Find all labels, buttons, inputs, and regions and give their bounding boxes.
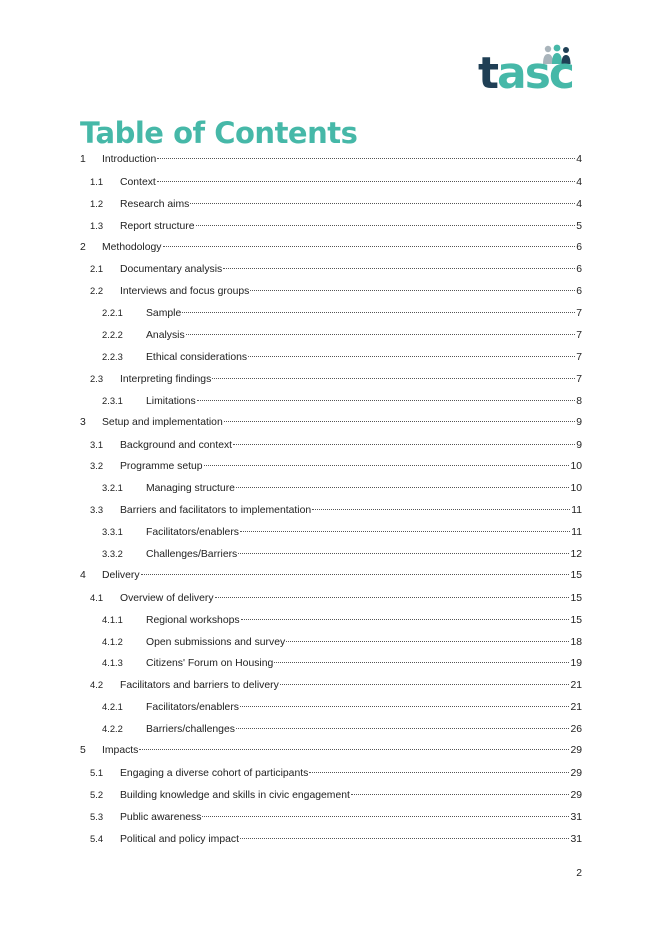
toc-entry-title: Sample <box>146 308 182 320</box>
dot-leader <box>157 158 575 159</box>
toc-entry-title: Ethical considerations <box>146 352 248 364</box>
dot-leader <box>202 816 569 817</box>
toc-entry-title: Background and context <box>120 439 233 451</box>
toc-entry[interactable] <box>80 806 582 828</box>
dot-leader <box>215 597 570 598</box>
toc-entry[interactable] <box>80 587 582 609</box>
dot-leader <box>286 641 569 642</box>
dot-leader <box>236 728 569 729</box>
toc-entry-page: 6 <box>576 286 582 298</box>
toc-entry-title: Documentary analysis <box>120 264 223 276</box>
toc-entry-page: 11 <box>571 527 582 539</box>
dot-leader <box>240 706 569 707</box>
toc-entry-page: 21 <box>570 702 582 714</box>
toc-entry-page: 7 <box>576 330 582 342</box>
toc-entry-page: 7 <box>576 352 582 364</box>
toc-entry-title: Engaging a diverse cohort of participants <box>120 767 309 779</box>
toc-entry-page: 12 <box>570 549 582 561</box>
toc-entry-number: 3 <box>80 416 86 428</box>
toc-entry-page: 9 <box>576 439 582 451</box>
toc-entry-page: 10 <box>570 461 582 473</box>
toc-entry-page: 4 <box>576 154 582 165</box>
toc-entry[interactable] <box>80 455 582 477</box>
page-number: 2 <box>576 868 582 879</box>
dot-leader <box>241 619 570 620</box>
toc-entry-page: 29 <box>570 789 582 801</box>
toc-entry-number: 2.2.2 <box>102 329 123 341</box>
toc-entry-number: 3.3.1 <box>102 526 123 538</box>
toc-entry-title: Programme setup <box>120 461 203 473</box>
dot-leader <box>312 509 570 510</box>
dot-leader <box>204 465 570 466</box>
toc-entry[interactable] <box>80 762 582 784</box>
toc-entry-page: 4 <box>576 198 582 210</box>
toc-entry-title: Citizens' Forum on Housing <box>146 658 274 670</box>
toc-entry-title: Open submissions and survey <box>146 636 286 648</box>
toc-entry-title: Facilitators and barriers to delivery <box>120 680 279 692</box>
toc-entry[interactable] <box>80 477 582 499</box>
toc-entry-number: 4.1.2 <box>102 635 123 647</box>
toc-entry-number: 4.2 <box>90 679 104 691</box>
toc-entry[interactable] <box>80 565 582 587</box>
toc-entry-title: Context <box>120 176 156 188</box>
toc-entry-page: 10 <box>570 483 582 495</box>
toc-entry-page: 8 <box>576 395 582 407</box>
toc-entry-title: Overview of delivery <box>120 592 214 604</box>
dot-leader <box>139 749 569 750</box>
dot-leader <box>274 662 569 663</box>
toc-entry-title: Managing structure <box>146 483 235 495</box>
toc-entry[interactable] <box>80 718 582 740</box>
dot-leader <box>190 203 575 204</box>
dot-leader <box>238 553 569 554</box>
toc-entry-page: 6 <box>576 241 582 253</box>
toc-entry-title: Setup and implementation <box>102 416 223 428</box>
toc-entry-title: Challenges/Barriers <box>146 549 238 561</box>
toc-entry-page: 5 <box>576 220 582 232</box>
dot-leader <box>224 421 575 422</box>
toc-entry-title: Introduction <box>102 154 157 165</box>
toc-entry-page: 31 <box>570 811 582 823</box>
dot-leader <box>157 181 575 182</box>
toc-entry-number: 2.2.3 <box>102 351 123 363</box>
toc-entry-number: 3.3 <box>90 504 104 516</box>
toc-entry-number: 5.4 <box>90 832 104 844</box>
dot-leader <box>186 334 576 335</box>
toc-entry-number: 4.2.2 <box>102 723 123 735</box>
toc-entry-number: 3.2 <box>90 460 104 472</box>
toc-entry[interactable] <box>80 631 582 653</box>
toc-entry-title: Building knowledge and skills in civic engagement <box>120 789 350 801</box>
dot-leader <box>163 246 576 247</box>
dot-leader <box>309 772 569 773</box>
toc-entry-page: 4 <box>576 176 582 188</box>
toc-entry[interactable] <box>80 784 582 806</box>
toc-entry-title: Analysis <box>146 330 185 342</box>
dot-leader <box>196 225 576 226</box>
toc-entry-number: 3.2.1 <box>102 482 123 494</box>
toc-entry-title: Barriers/challenges <box>146 724 235 736</box>
toc-entry[interactable] <box>80 149 582 171</box>
toc-entry-number: 1.3 <box>90 219 104 231</box>
toc-entry-number: 3.3.2 <box>102 548 123 560</box>
dot-leader <box>141 574 570 575</box>
dot-leader <box>250 290 575 291</box>
toc-entry-page: 11 <box>571 505 582 517</box>
toc-entry-title: Facilitators/enablers <box>146 702 239 714</box>
dot-leader <box>248 356 575 357</box>
toc-entry-page: 19 <box>570 658 582 670</box>
dot-leader <box>240 838 569 839</box>
table-of-contents <box>80 149 582 850</box>
toc-entry[interactable] <box>80 390 582 412</box>
toc-entry-page: 15 <box>570 614 582 626</box>
dot-leader <box>223 268 575 269</box>
toc-entry[interactable] <box>80 828 582 850</box>
toc-entry[interactable] <box>80 171 582 193</box>
toc-entry-title: Interpreting findings <box>120 373 212 385</box>
toc-entry-title: Limitations <box>146 395 196 407</box>
toc-entry[interactable] <box>80 609 582 631</box>
toc-entry[interactable] <box>80 302 582 324</box>
toc-entry-page: 7 <box>576 308 582 320</box>
toc-entry-page: 26 <box>570 724 582 736</box>
toc-entry[interactable] <box>80 543 582 565</box>
toc-entry-number: 4.1.1 <box>102 613 123 625</box>
toc-entry-page: 18 <box>570 636 582 648</box>
toc-entry-title: Research aims <box>120 198 190 210</box>
tasc-logo <box>478 44 574 100</box>
logo-wordmark: tasc <box>478 48 574 99</box>
toc-entry[interactable] <box>80 696 582 718</box>
dot-leader <box>233 444 575 445</box>
toc-entry-page: 7 <box>576 373 582 385</box>
dot-leader <box>280 684 570 685</box>
toc-entry[interactable] <box>80 324 582 346</box>
toc-entry-number: 1 <box>80 154 86 165</box>
toc-entry[interactable] <box>80 193 582 215</box>
toc-entry-title: Facilitators/enablers <box>146 527 239 539</box>
toc-entry-page: 15 <box>570 569 582 581</box>
toc-entry[interactable] <box>80 740 582 762</box>
toc-entry-page: 29 <box>570 745 582 757</box>
toc-entry-number: 4 <box>80 569 86 581</box>
toc-entry-number: 5.2 <box>90 788 104 800</box>
toc-entry[interactable] <box>80 499 582 521</box>
toc-entry[interactable] <box>80 280 582 302</box>
page-title: Table of Contents <box>80 116 358 150</box>
toc-entry-page: 9 <box>576 416 582 428</box>
dot-leader <box>182 312 575 313</box>
dot-leader <box>236 487 569 488</box>
toc-entry-page: 6 <box>576 264 582 276</box>
toc-entry-number: 2.3.1 <box>102 394 123 406</box>
toc-entry[interactable] <box>80 258 582 280</box>
toc-entry[interactable] <box>80 237 582 259</box>
toc-entry-page: 21 <box>570 680 582 692</box>
toc-entry[interactable] <box>80 674 582 696</box>
toc-entry-number: 5 <box>80 745 86 757</box>
toc-entry-number: 1.1 <box>90 175 104 187</box>
toc-entry-title: Impacts <box>102 745 139 757</box>
toc-entry-title: Delivery <box>102 569 140 581</box>
toc-entry-title: Methodology <box>102 241 162 253</box>
toc-entry-page: 31 <box>570 833 582 845</box>
toc-entry[interactable] <box>80 434 582 456</box>
toc-entry[interactable] <box>80 412 582 434</box>
toc-entry[interactable] <box>80 215 582 237</box>
toc-entry-title: Public awareness <box>120 811 202 823</box>
toc-entry-page: 29 <box>570 767 582 779</box>
dot-leader <box>212 378 575 379</box>
toc-entry[interactable] <box>80 346 582 368</box>
dot-leader <box>240 531 570 532</box>
toc-entry-number: 2.3 <box>90 372 104 384</box>
toc-entry-title: Interviews and focus groups <box>120 286 250 298</box>
toc-entry[interactable] <box>80 368 582 390</box>
dot-leader <box>197 400 576 401</box>
toc-entry[interactable] <box>80 652 582 674</box>
toc-entry-title: Political and policy impact <box>120 833 239 845</box>
toc-entry-number: 2.2 <box>90 285 104 297</box>
toc-entry-number: 5.1 <box>90 766 104 778</box>
toc-entry-number: 2 <box>80 241 86 253</box>
toc-entry-title: Barriers and facilitators to implementation <box>120 505 312 517</box>
toc-entry-title: Report structure <box>120 220 195 232</box>
toc-entry-number: 2.1 <box>90 263 104 275</box>
toc-entry-number: 5.3 <box>90 810 104 822</box>
toc-entry-number: 4.2.1 <box>102 701 123 713</box>
toc-entry-number: 2.2.1 <box>102 307 123 319</box>
toc-entry-number: 4.1.3 <box>102 657 123 669</box>
toc-entry-page: 15 <box>570 592 582 604</box>
toc-entry-title: Regional workshops <box>146 614 240 626</box>
dot-leader <box>351 794 570 795</box>
toc-entry-number: 4.1 <box>90 591 104 603</box>
toc-entry-number: 3.1 <box>90 438 104 450</box>
toc-entry-number: 1.2 <box>90 197 104 209</box>
toc-entry[interactable] <box>80 521 582 543</box>
